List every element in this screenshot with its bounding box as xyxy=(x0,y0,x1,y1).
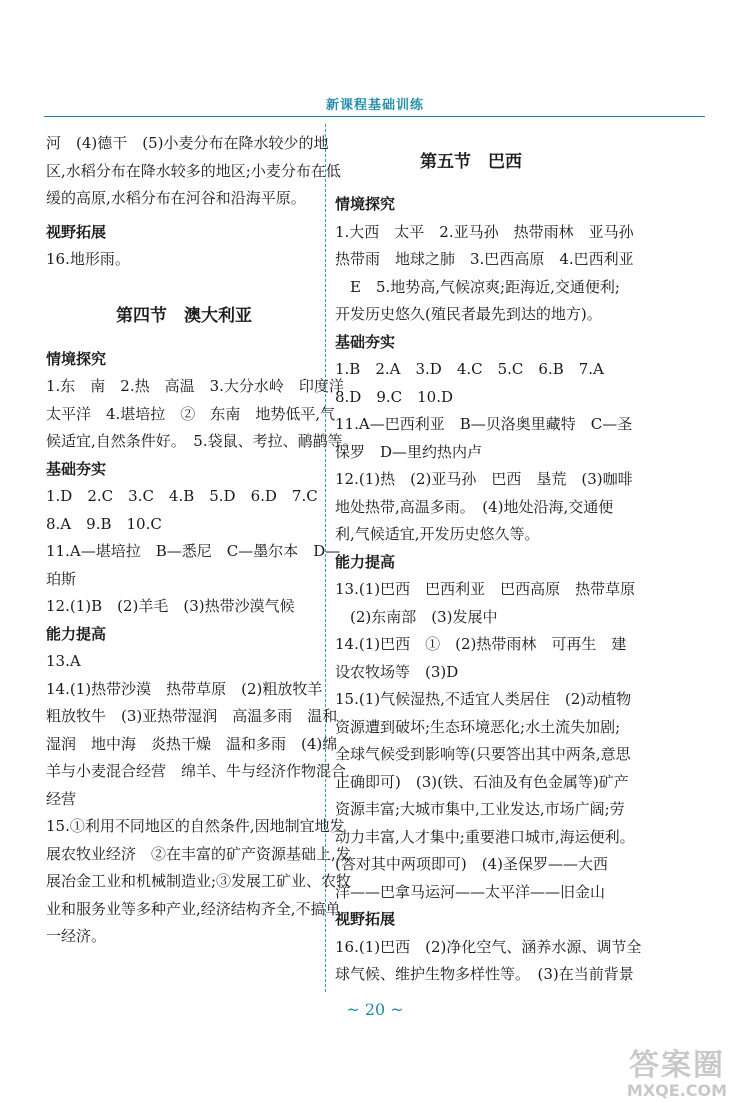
text-line: 1.B 2.A 3.D 4.C 5.C 6.B 7.A xyxy=(335,360,604,378)
text-line: 太平洋 4.堪培拉 ② 东南 地势低平,气 xyxy=(46,404,336,423)
watermark-logo xyxy=(612,1050,742,1100)
subheading-nengli-tigao: 能力提高 xyxy=(335,552,396,571)
text-line: 羊与小麦混合经营 绵羊、牛与经济作物混合 xyxy=(46,762,347,780)
header-title: 新课程基础训练 xyxy=(325,98,424,113)
text-line: 保罗 D—里约热内卢 xyxy=(335,442,483,461)
text-line: 动力丰富,人才集中;重要港口城市,海运便利。 xyxy=(335,827,635,846)
text-line: 业和服务业等多种产业,经济结构齐全,不搞单 xyxy=(46,899,341,918)
text-line: 14.(1)热带沙漠 热带草原 (2)粗放牧羊 xyxy=(46,679,323,698)
text-line: 洋——巴拿马运河——太平洋——旧金山 xyxy=(335,882,606,901)
text-line: 全球气候受到影响等(只要答出其中两条,意思 xyxy=(335,745,631,763)
text-line: 珀斯 xyxy=(46,569,77,588)
text-line: (答对其中两项即可) (4)圣保罗——大西 xyxy=(335,855,608,873)
chapter-title-australia: 第四节 澳大利亚 xyxy=(116,305,252,326)
chapter-title-brazil: 第五节 巴西 xyxy=(420,152,522,172)
text-line: E 5.地势高,气候凉爽;距海近,交通便利; xyxy=(335,277,620,296)
subheading-jichu-hangshi: 基础夯实 xyxy=(335,332,396,351)
page-number: ~ 20 ~ xyxy=(346,1000,404,1019)
text-line: 正确即可) (3)(铁、石油及有色金属等)矿产 xyxy=(335,772,629,791)
text-line: 13.(1)巴西 巴西利亚 巴西高原 热带草原 xyxy=(335,580,636,598)
text-line: 利,气候适宜,开发历史悠久等。 xyxy=(335,525,540,543)
subheading-shiye-tuozhan: 视野拓展 xyxy=(46,222,107,241)
text-line: 候适宜,自然条件好。 5.袋鼠、考拉、鸸鹋等。 xyxy=(46,432,358,450)
watermark-url: MXQE.COM xyxy=(626,1081,728,1100)
text-line: 热带雨 地球之肺 3.巴西高原 4.巴西利亚 xyxy=(335,250,634,268)
text-line: 1.大西 太平 2.亚马孙 热带雨林 亚马孙 xyxy=(335,222,634,241)
text-line: 16.地形雨。 xyxy=(46,250,130,268)
text-line: 16.(1)巴西 (2)净化空气、涵养水源、调节全 xyxy=(335,937,642,956)
text-line: 13.A xyxy=(46,652,81,670)
text-line: 一经济。 xyxy=(46,927,107,945)
text-line: 湿润 地中海 炎热干燥 温和多雨 (4)绵 xyxy=(46,734,338,753)
text-line: 15.(1)气候湿热,不适宜人类居住 (2)动植物 xyxy=(335,690,632,708)
subheading-nengli-tigao: 能力提高 xyxy=(46,624,107,643)
text-line: 8.A 9.B 10.C xyxy=(46,514,162,533)
header-divider xyxy=(44,116,705,117)
text-line: 粗放牧牛 (3)亚热带湿润 高温多雨 温和 xyxy=(46,707,338,725)
text-line: 11.A—堪培拉 B—悉尼 C—墨尔本 D— xyxy=(46,542,341,560)
text-line: 15.①利用不同地区的自然条件,因地制宜地发 xyxy=(46,817,345,835)
subheading-qingjing-tanjiu: 情境探究 xyxy=(335,195,396,213)
text-line: 1.东 南 2.热 高温 3.大分水岭 印度洋 xyxy=(46,377,344,395)
text-line: 地处热带,高温多雨。 (4)地处沿海,交通便 xyxy=(335,497,614,516)
text-line: 展农牧业经济 ②在丰富的矿产资源基础上,发 xyxy=(46,844,351,863)
text-line: 缓的高原,水稻分布在河谷和沿海平原。 xyxy=(46,189,306,207)
subheading-jichu-hangshi: 基础夯实 xyxy=(46,459,107,478)
left-column xyxy=(46,130,358,951)
text-line: 球气候、维护生物多样性等。 (3)在当前背景 xyxy=(335,965,634,983)
text-line: 14.(1)巴西 ① (2)热带雨林 可再生 建 xyxy=(335,635,627,653)
text-line: 8.D 9.C 10.D xyxy=(335,387,454,406)
subheading-qingjing-tanjiu: 情境探究 xyxy=(46,349,107,368)
subheading-shiye-tuozhan: 视野拓展 xyxy=(335,910,396,928)
text-line: 展冶金工业和机械制造业;③发展工矿业、农牧 xyxy=(46,872,352,890)
text-line: 11.A—巴西利亚 B—贝洛奥里藏特 C—圣 xyxy=(335,415,633,433)
text-line: 1.D 2.C 3.C 4.B 5.D 6.D 7.C xyxy=(46,487,318,505)
text-line: 资源丰富;大城市集中,工业发达,市场广阔;劳 xyxy=(335,800,625,818)
text-line: 资源遭到破坏;生态环境恶化;水土流失加剧; xyxy=(335,717,621,736)
text-line: 区,水稻分布在降水较多的地区;小麦分布在低 xyxy=(46,161,341,180)
text-line: 开发历史悠久(殖民者最先到达的地方)。 xyxy=(335,305,602,323)
text-line: 经营 xyxy=(46,789,77,808)
watermark-logo-text: 答案圈 xyxy=(629,1048,725,1083)
text-line: 设农牧场等 (3)D xyxy=(335,662,459,681)
right-column xyxy=(335,130,642,989)
text-line: (2)东南部 (3)发展中 xyxy=(335,607,498,626)
text-line: 河 (4)德干 (5)小麦分布在降水较少的地 xyxy=(46,134,329,152)
text-line: 12.(1)B (2)羊毛 (3)热带沙漠气候 xyxy=(46,597,295,615)
text-line: 12.(1)热 (2)亚马孙 巴西 垦荒 (3)咖啡 xyxy=(335,470,633,488)
